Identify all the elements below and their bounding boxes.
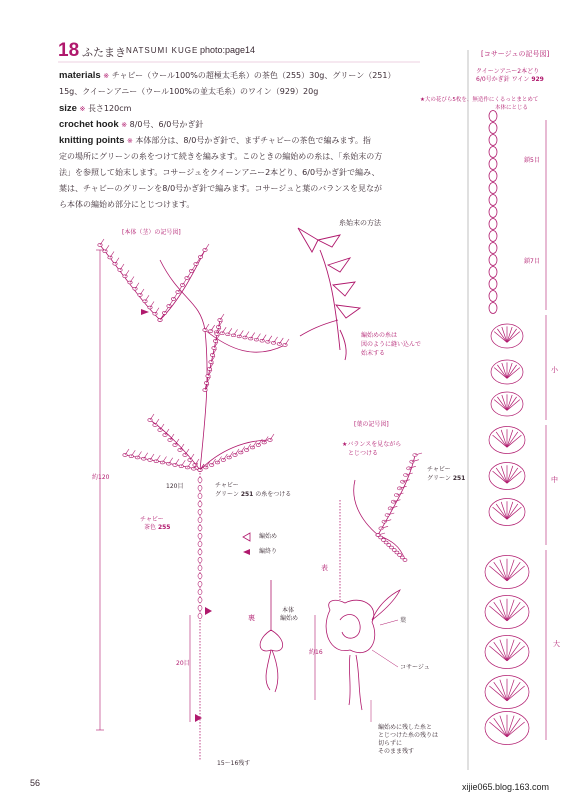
stem-stitch-marks — [98, 239, 292, 619]
chain-stitch — [489, 147, 497, 158]
stem-stitch — [256, 444, 260, 447]
stem-chain-stitch — [198, 605, 202, 610]
mark-glyph: ※ — [103, 72, 110, 80]
brown-yarn-label-1: チャビー — [140, 516, 164, 523]
size-text: 長さ120cm — [87, 104, 132, 113]
start-marker-icon-2 — [195, 714, 202, 722]
label-corsage: コサージュ — [400, 664, 430, 671]
body-start-label-1: 本体 — [282, 607, 295, 614]
leaf-yarn-text: グリーン — [427, 475, 451, 482]
thread-method-illustration — [298, 228, 360, 360]
leaf-stitch — [381, 539, 385, 542]
leaf-stitch — [379, 536, 383, 539]
green-yarn-code: 251 — [240, 491, 254, 498]
materials-text-2: 15g、クイーンアニー（ウール100%の並太毛糸）のワイン（929）20g — [59, 87, 319, 96]
green-yarn-text: グリーン — [215, 491, 239, 498]
photo-reference: photo:page14 — [200, 45, 256, 55]
stem-chain-stitch — [198, 613, 202, 618]
chain-stitch — [489, 135, 497, 146]
corsage-yarn-code: 929 — [531, 76, 544, 83]
thread-leaf-2 — [318, 235, 340, 247]
stem-diagram — [100, 245, 285, 760]
assembly-note-3: 切らずに — [378, 740, 403, 747]
stem-chain-stitch — [198, 517, 202, 522]
corsage-petals-diagram — [485, 324, 529, 745]
leaf-stitch — [388, 507, 392, 510]
stem-stitch — [262, 441, 266, 444]
stem-stitch — [260, 339, 264, 342]
thread-leaf-1 — [298, 228, 318, 252]
leaf-pointer — [380, 620, 398, 625]
mark-glyph: ※ — [79, 105, 86, 113]
stem-chain-stitch — [198, 477, 202, 482]
brown-yarn-text: 茶色 — [144, 524, 157, 531]
stem-chain-stitch — [198, 485, 202, 490]
leaf-yarn-code: 251 — [452, 475, 466, 482]
chain-stitch — [489, 243, 497, 254]
stem-stitch — [266, 340, 270, 343]
leaf-stitch — [392, 549, 396, 552]
leaf-stitch — [379, 527, 383, 530]
stem-chain-stitch — [198, 525, 202, 530]
chain-stitch — [489, 159, 497, 170]
chain-stitch — [489, 171, 497, 182]
mark-glyph: ※ — [126, 137, 133, 145]
assembly-front-diagram — [315, 500, 400, 722]
corsage-flower-outline — [326, 600, 375, 652]
label-back: 裏 — [248, 614, 255, 622]
thread-leaf-5 — [336, 305, 360, 318]
points-text-2: 定の場所にグリーンの糸をつけて続きを編みます。このときの編始めの糸は、「糸始末の方 — [59, 152, 383, 161]
chain-stitch — [489, 123, 497, 134]
label-length-120: 約120 — [92, 474, 110, 481]
corsage-flower-inner — [340, 615, 360, 639]
corsage-yarn-1: クイーンアニー2本どり — [476, 68, 540, 75]
legend-end: 編終り — [259, 548, 278, 555]
thread-stem — [320, 250, 340, 350]
stem-chain-stitch — [198, 533, 202, 538]
assembly-note-1: 編始めに残した糸と — [378, 724, 433, 731]
label-length-16: 約16 — [309, 649, 323, 656]
size-label: size — [59, 103, 77, 114]
leaf-stitch — [384, 541, 388, 544]
leaf-stitch — [403, 559, 407, 562]
thread-leaf-4 — [333, 282, 355, 296]
assembly-back-diagram — [260, 580, 283, 692]
corsage-yarn-text: 6/0号かぎ針 ワイン — [476, 76, 530, 83]
pattern-title: ふたまき — [82, 46, 126, 59]
footer-url: xijie065.blog.163.com — [462, 782, 550, 792]
chain-stitch — [489, 279, 497, 290]
leaf-stitch — [391, 500, 395, 503]
stem-upper-curve — [160, 260, 207, 470]
leaf-yarn-1: チャビー — [427, 466, 451, 473]
chain-stitch — [489, 207, 497, 218]
corsage-note-2: 本体にとじる — [495, 105, 529, 111]
thread-loop-left — [300, 320, 338, 336]
label-20-stitches: 20目 — [176, 660, 190, 667]
corsage-chart-title: [コサージュの記号図] — [481, 50, 550, 58]
green-yarn-label-1: チャビー — [215, 482, 239, 489]
leaf-chart-left — [354, 480, 378, 535]
legend-start-icon — [243, 533, 250, 541]
designer-name: NATSUMI KUGE — [126, 46, 199, 55]
stem-chain-stitch — [198, 573, 202, 578]
chain-stitch — [489, 111, 497, 122]
leaf-stitch — [395, 551, 399, 554]
leaf-chart-title: [葉の記号図] — [354, 421, 389, 428]
chain-stitch — [489, 231, 497, 242]
corsage-leaf-shape — [372, 590, 400, 620]
chain-stitch — [489, 195, 497, 206]
leaf-stitch — [398, 554, 402, 557]
leaf-stitch — [382, 520, 386, 523]
leaf-stitch — [397, 487, 401, 490]
corsage-pointer — [372, 650, 398, 667]
hook-label: crochet hook — [59, 119, 119, 130]
leaf-stitch — [410, 460, 414, 463]
label-medium-petal: 中 — [551, 476, 558, 484]
corsage-note-1: ★大の花びら5枚を、無造作にくるっとまとめて — [420, 97, 539, 103]
leaf-stitch — [376, 534, 380, 537]
corsage-chain-diagram — [489, 111, 497, 314]
thread-note-2: 図のように縫い込んで — [361, 341, 422, 348]
green-yarn-attach: の糸をつける — [255, 491, 292, 498]
assembly-note-4: そのまま残す — [378, 748, 415, 755]
stem-chain-stitch — [198, 565, 202, 570]
stem-chain-stitch — [198, 509, 202, 514]
label-kusari-7: 鎖7目 — [524, 258, 540, 265]
stem-chain-stitch — [198, 597, 202, 602]
chain-stitch — [489, 219, 497, 230]
chain-stitch — [489, 303, 497, 314]
assembly-note-2: とじつけた糸の残りは — [378, 732, 439, 739]
stem-chain-stitch — [198, 493, 202, 498]
leaf-note-2: とじつける — [348, 450, 379, 457]
leaf-stitch — [390, 546, 394, 549]
label-leaf: 葉 — [400, 617, 407, 624]
thread-tail — [340, 330, 346, 360]
label-small-petal: 小 — [551, 366, 558, 374]
thread-note-3: 始末する — [361, 350, 386, 357]
stem-chain-stitch — [198, 549, 202, 554]
leaf-stitch-marks — [376, 453, 422, 561]
hook-text: 8/0号、6/0号かぎ針 — [129, 120, 204, 129]
legend-start: 編始め — [259, 533, 278, 540]
label-large-petal: 大 — [553, 640, 560, 648]
thread-note-1: 編始めの糸は — [361, 332, 398, 339]
stem-chain-stitch — [198, 581, 202, 586]
stem-chain-stitch — [198, 557, 202, 562]
materials-label: materials — [59, 70, 101, 81]
back-tail-2 — [272, 650, 278, 692]
stem-chain-stitch — [198, 589, 202, 594]
chain-stitch — [489, 255, 497, 266]
chain-stitch — [489, 291, 497, 302]
points-text-1: 本体部分は、8/0号かぎ針で、まずチャビーの茶色で編みます。指 — [135, 136, 371, 145]
front-tail-2 — [356, 655, 362, 710]
body-chart-title: [本体（茎）の記号図] — [122, 229, 181, 236]
end-marker-icon — [205, 607, 212, 615]
legend-end-icon — [243, 549, 250, 555]
body-start-label-2: 編始め — [280, 615, 299, 622]
leaf-stitch — [400, 480, 404, 483]
back-tail-1 — [266, 650, 271, 690]
leaf-stitch — [407, 467, 411, 470]
pattern-number: 18 — [58, 40, 80, 61]
brown-yarn-code: 255 — [157, 524, 171, 531]
chain-stitch — [489, 183, 497, 194]
page-number: 56 — [30, 778, 41, 788]
materials-text-1: チャビー（ウール100%の超極太毛糸）の茶色（255）30g、グリーン（251） — [111, 71, 396, 80]
mark-glyph: ※ — [121, 121, 128, 129]
label-120-stitches: 120目 — [166, 483, 184, 490]
points-text-4: 葉は、チャビーのグリーンを8/0号かぎ針で編みます。コサージュと葉のバランスを見なが — [59, 184, 382, 193]
leaf-note-1: ★バランスを見ながら — [342, 441, 402, 448]
points-text-3: 法」を参照して始末します。コサージュをクイーンアニー2本どり、6/0号かぎ針で編み、 — [59, 168, 380, 177]
stem-chain-stitch — [198, 541, 202, 546]
label-remain: 15〜16残す — [217, 760, 251, 767]
back-knot — [260, 630, 283, 651]
chain-stitch — [489, 267, 497, 278]
label-front: 表 — [321, 564, 328, 572]
leaf-stitch — [400, 556, 404, 559]
stem-stitch — [271, 341, 275, 344]
leaf-chart-diagram — [354, 455, 415, 560]
thread-leaf-3 — [328, 258, 350, 272]
points-label: knitting points — [59, 135, 125, 146]
leaf-stitch — [387, 544, 391, 547]
points-text-5: ら本体の編始め部分にとじつけます。 — [59, 200, 195, 209]
label-kusari-5: 鎖5目 — [524, 157, 540, 164]
thread-method-title: 糸始末の方法 — [339, 219, 381, 227]
start-marker-icon — [141, 309, 149, 315]
front-tail-1 — [349, 655, 350, 705]
stem-chain-stitch — [198, 501, 202, 506]
